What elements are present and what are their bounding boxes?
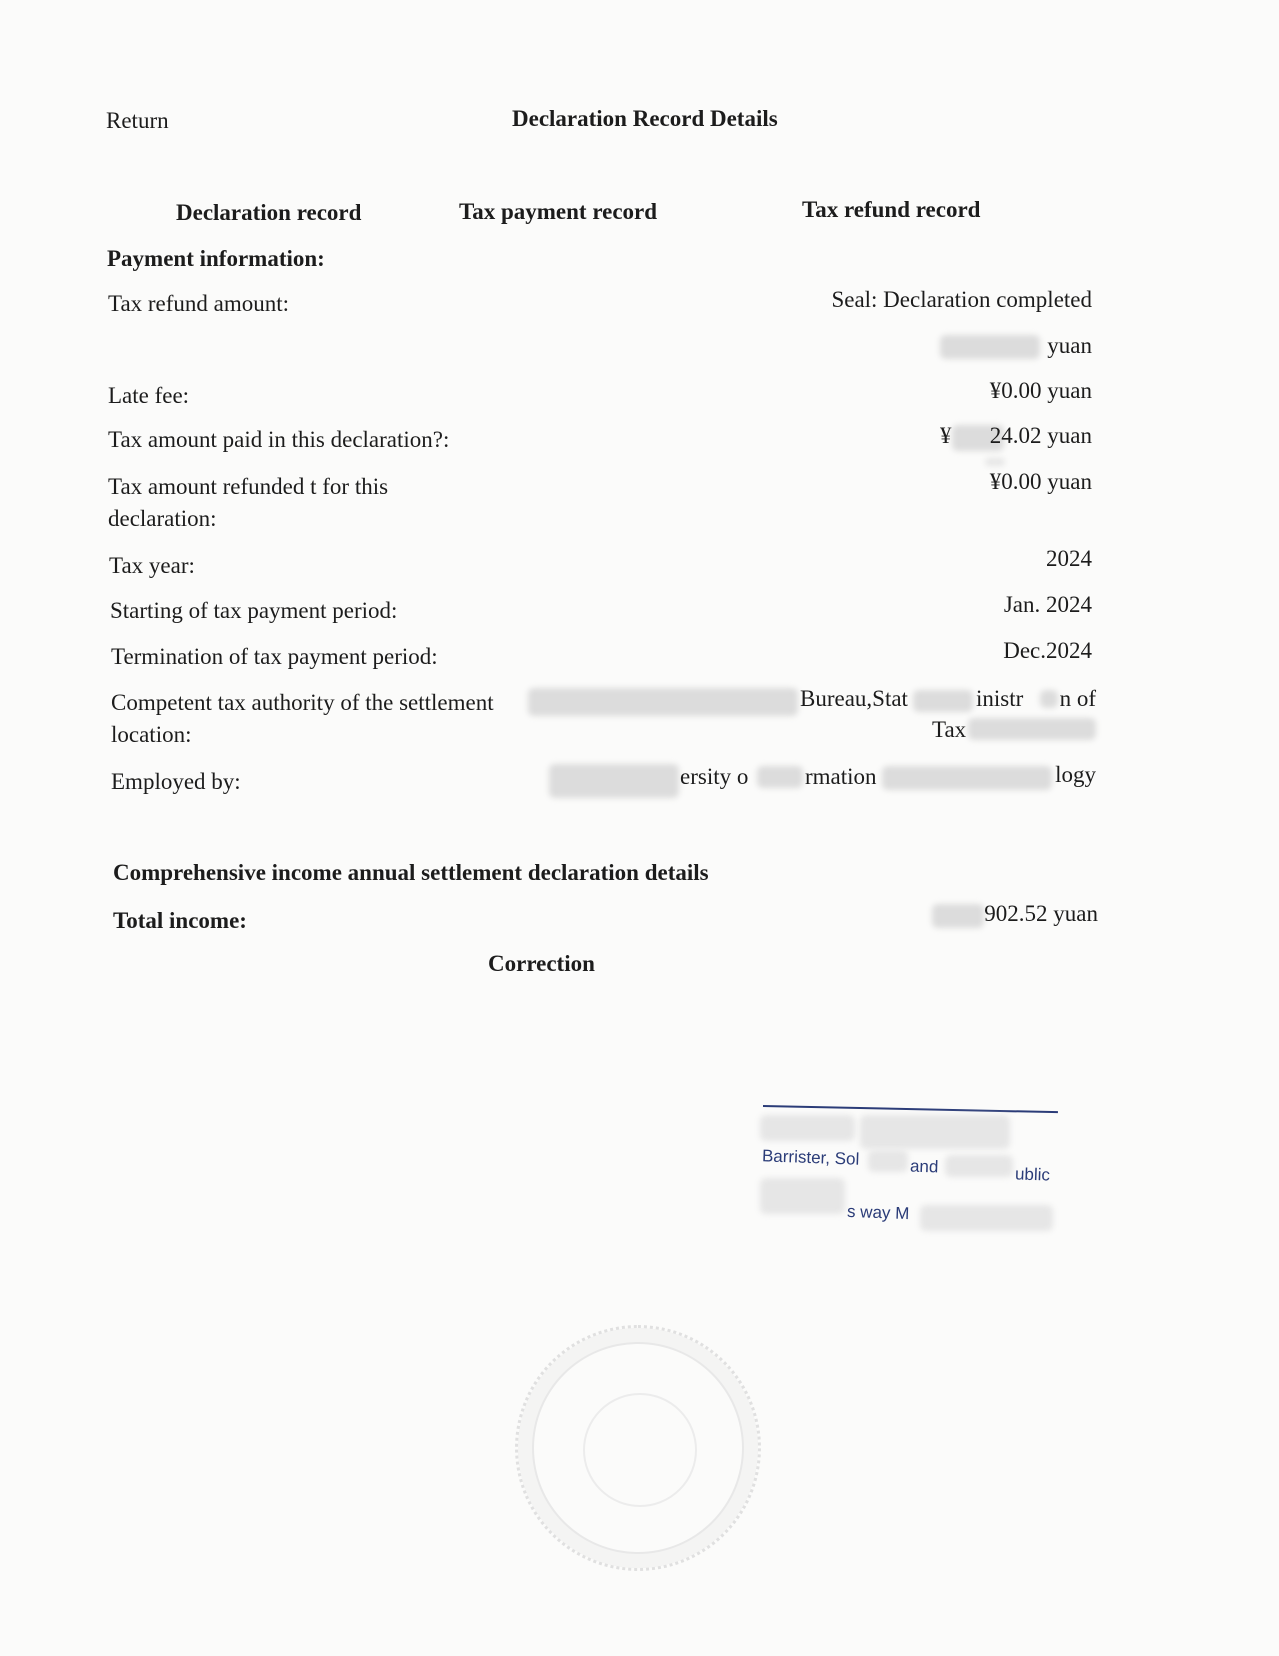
stamp-text-line1c: ublic — [1014, 1164, 1051, 1185]
redacted-stamp — [868, 1150, 908, 1172]
employer-value-b: rmation — [805, 764, 877, 789]
period-start-value: Jan. 2024 — [1003, 592, 1092, 617]
page-title: Declaration Record Details — [512, 106, 778, 131]
redacted-amount — [932, 904, 984, 928]
period-start-label: Starting of tax payment period: — [110, 598, 398, 623]
tax-authority-value-line2: Tax — [932, 717, 967, 742]
total-income-value: 902.52 yuan — [984, 901, 1098, 926]
tax-refunded-label-line1: Tax amount refunded t for this — [108, 474, 389, 499]
embossed-seal — [515, 1325, 761, 1571]
tax-authority-label-line1: Competent tax authority of the settlement — [111, 690, 494, 715]
redaction-smudge — [985, 458, 1005, 466]
stamp-text-line2: s way M — [846, 1201, 910, 1224]
tax-refunded-label-line2: declaration: — [108, 506, 217, 531]
stamp-text-line1: Barrister, Sol — [761, 1146, 860, 1169]
redacted-authority — [968, 718, 1096, 740]
tax-refunded-value: ¥0.00 yuan — [989, 469, 1092, 494]
stamp-signature-line — [763, 1105, 1058, 1113]
stamp-text-line1b: and — [909, 1156, 939, 1177]
redacted-amount — [940, 335, 1040, 359]
redacted-authority — [528, 688, 798, 716]
tax-authority-value-b: inistr — [976, 686, 1024, 711]
redacted-stamp — [760, 1115, 855, 1141]
tab-tax-payment-record[interactable]: Tax payment record — [459, 199, 658, 224]
redacted-employer — [882, 766, 1052, 790]
tax-paid-label: Tax amount paid in this declaration?: — [108, 427, 450, 452]
seal-status: Seal: Declaration completed — [831, 287, 1092, 312]
tax-refund-amount-label: Tax refund amount: — [108, 291, 290, 316]
embossed-seal-inner — [583, 1393, 697, 1507]
payment-info-heading: Payment information: — [107, 246, 325, 271]
redacted-stamp — [920, 1205, 1053, 1231]
tax-paid-currency: ¥ — [940, 423, 952, 448]
redacted-stamp — [760, 1178, 845, 1214]
period-end-label: Termination of tax payment period: — [111, 644, 438, 669]
tax-authority-value-a: Bureau,Stat — [800, 686, 908, 711]
tax-year-label: Tax year: — [109, 553, 195, 578]
tax-paid-value: 24.02 yuan — [989, 423, 1092, 448]
tab-declaration-record[interactable]: Declaration record — [176, 200, 362, 225]
redacted-authority — [1040, 690, 1058, 708]
redacted-employer — [757, 766, 803, 788]
employer-value-c: logy — [1055, 762, 1096, 787]
late-fee-label: Late fee: — [108, 383, 190, 408]
tax-authority-value-c: n of — [1059, 686, 1096, 711]
income-heading: Comprehensive income annual settlement declaration details — [113, 860, 709, 885]
total-income-label: Total income: — [113, 908, 247, 933]
employer-value-a: ersity o — [680, 764, 749, 789]
tax-authority-label-line2: location: — [111, 722, 192, 747]
correction-button[interactable]: Correction — [488, 951, 595, 976]
redacted-employer — [549, 764, 679, 798]
tax-year-value: 2024 — [1046, 546, 1092, 571]
late-fee-value: ¥0.00 yuan — [989, 378, 1092, 403]
period-end-value: Dec.2024 — [1003, 638, 1092, 663]
redacted-stamp — [945, 1155, 1013, 1177]
redacted-authority — [913, 690, 973, 712]
tax-refund-amount-value: yuan — [1047, 333, 1092, 358]
tab-tax-refund-record[interactable]: Tax refund record — [802, 197, 981, 222]
return-link[interactable]: Return — [106, 108, 169, 133]
redacted-stamp — [860, 1115, 1010, 1149]
employer-label: Employed by: — [111, 769, 241, 794]
